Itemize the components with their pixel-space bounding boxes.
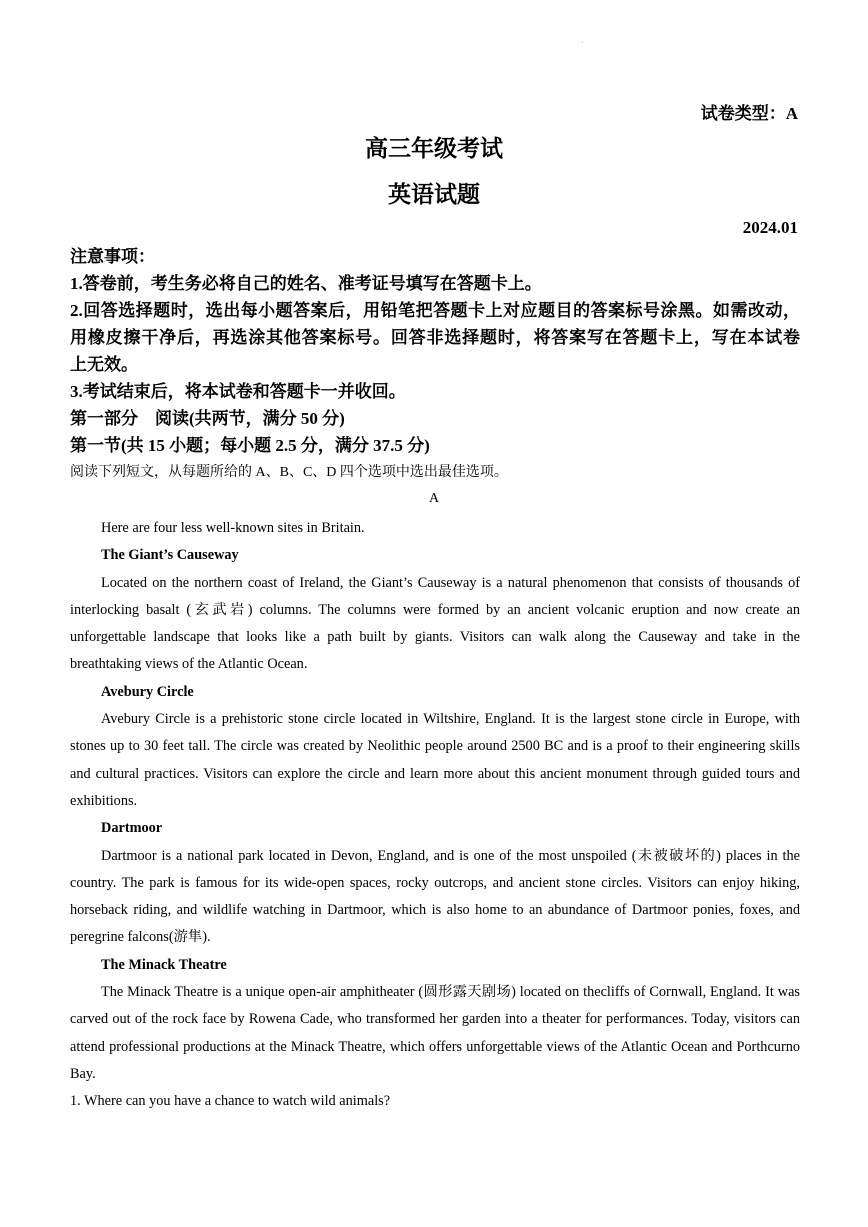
- notes-item-2-line-3: 上无效。: [70, 355, 138, 374]
- passage-intro: Here are four less well-known sites in Britain.: [101, 520, 365, 536]
- notes-item-2-line-2: 用橡皮擦干净后，再选涂其他答案标号。回答非选择题时，将答案写在答题卡上，写在本试卷: [70, 328, 800, 347]
- site-title-avebury-circle: Avebury Circle: [101, 683, 194, 700]
- passage-a: [70, 515, 800, 1116]
- site-title-giants-causeway: The Giant’s Causeway: [101, 547, 239, 564]
- site-text-avebury-circle: Avebury Circle is a prehistoric stone circle located in Wiltshire, England. It is the largest stone circle in Europe, with stones up to 30 feet tall. The circle was created by Neolithic people around 2500 BC and is a proof to their engineering skills and cultural practices. Visitors can explore the circle and learn more about this ancient monument through guided tours and exhibitions.: [70, 711, 800, 809]
- notes-section: [70, 243, 800, 459]
- notes-heading: 注意事项：: [70, 247, 155, 266]
- site-text-dartmoor: Dartmoor is a national park located in Devon, England, and is one of the most unspoiled (未被破坏的) places in the country. The park is famous for its wide-open spaces, rocky outcrops, and ancient stone circles. Visitors can enjoy hiking, horseback riding, and wildlife watching in Dartmoor, which is also home to an abundance of Dartmoor ponies, foxes, and peregrine falcons(游隼).: [70, 847, 800, 946]
- notes-item-3: 3.考试结束后，将本试卷和答题卡一并收回。: [70, 382, 406, 401]
- site-title-dartmoor: Dartmoor: [101, 820, 163, 837]
- passage-label: A: [428, 491, 440, 506]
- section-one-heading: 第一节(共 15 小题；每小题 2.5 分，满分 37.5 分): [70, 436, 430, 455]
- notes-item-2-line-1: 2.回答选择题时，选出每小题答案后，用铅笔把答题卡上对应题目的答案标号涂黑。如需改动，: [70, 301, 800, 320]
- site-title-minack-theatre: The Minack Theatre: [101, 956, 227, 973]
- notes-item-1: 1.答卷前，考生务必将自己的姓名、准考证号填写在答题卡上。: [70, 274, 542, 293]
- question-1: 1. Where can you have a chance to watch wild animals?: [70, 1093, 391, 1110]
- scan-mark: ·: [581, 38, 584, 47]
- reading-instruction: 阅读下列短文，从每题所给的 A、B、C、D 四个选项中选出最佳选项。: [70, 465, 508, 480]
- site-text-giants-causeway: Located on the northern coast of Ireland, the Giant’s Causeway is a natural phenomenon that consists of thousands of interlocking basalt (玄武岩) columns. The columns were formed by an ancient volcanic eruption and now create an unforgettable landscape that looks like a path built by giants. Visitors can walk along the Causeway and take in the breathtaking views of the Atlantic Ocean.: [70, 574, 800, 673]
- exam-date: 2024.01: [742, 218, 798, 237]
- exam-title: 高三年级考试: [365, 136, 503, 161]
- part-one-heading: 第一部分 阅读(共两节，满分 50 分): [70, 409, 345, 428]
- exam-subtitle: 英语试题: [388, 182, 480, 207]
- paper-type-label: 试卷类型：A: [700, 104, 798, 123]
- site-text-minack-theatre: The Minack Theatre is a unique open-air amphitheater (圆形露天剧场) located on thecliffs of Cornwall, England. It was carved out of the rock face by Rowena Cade, who transformed her garden into a theater for performances. Today, visitors can attend professional productions at the Minack Theatre, which offers unforgettable views of the Atlantic Ocean and Porthcurno Bay.: [70, 984, 800, 1082]
